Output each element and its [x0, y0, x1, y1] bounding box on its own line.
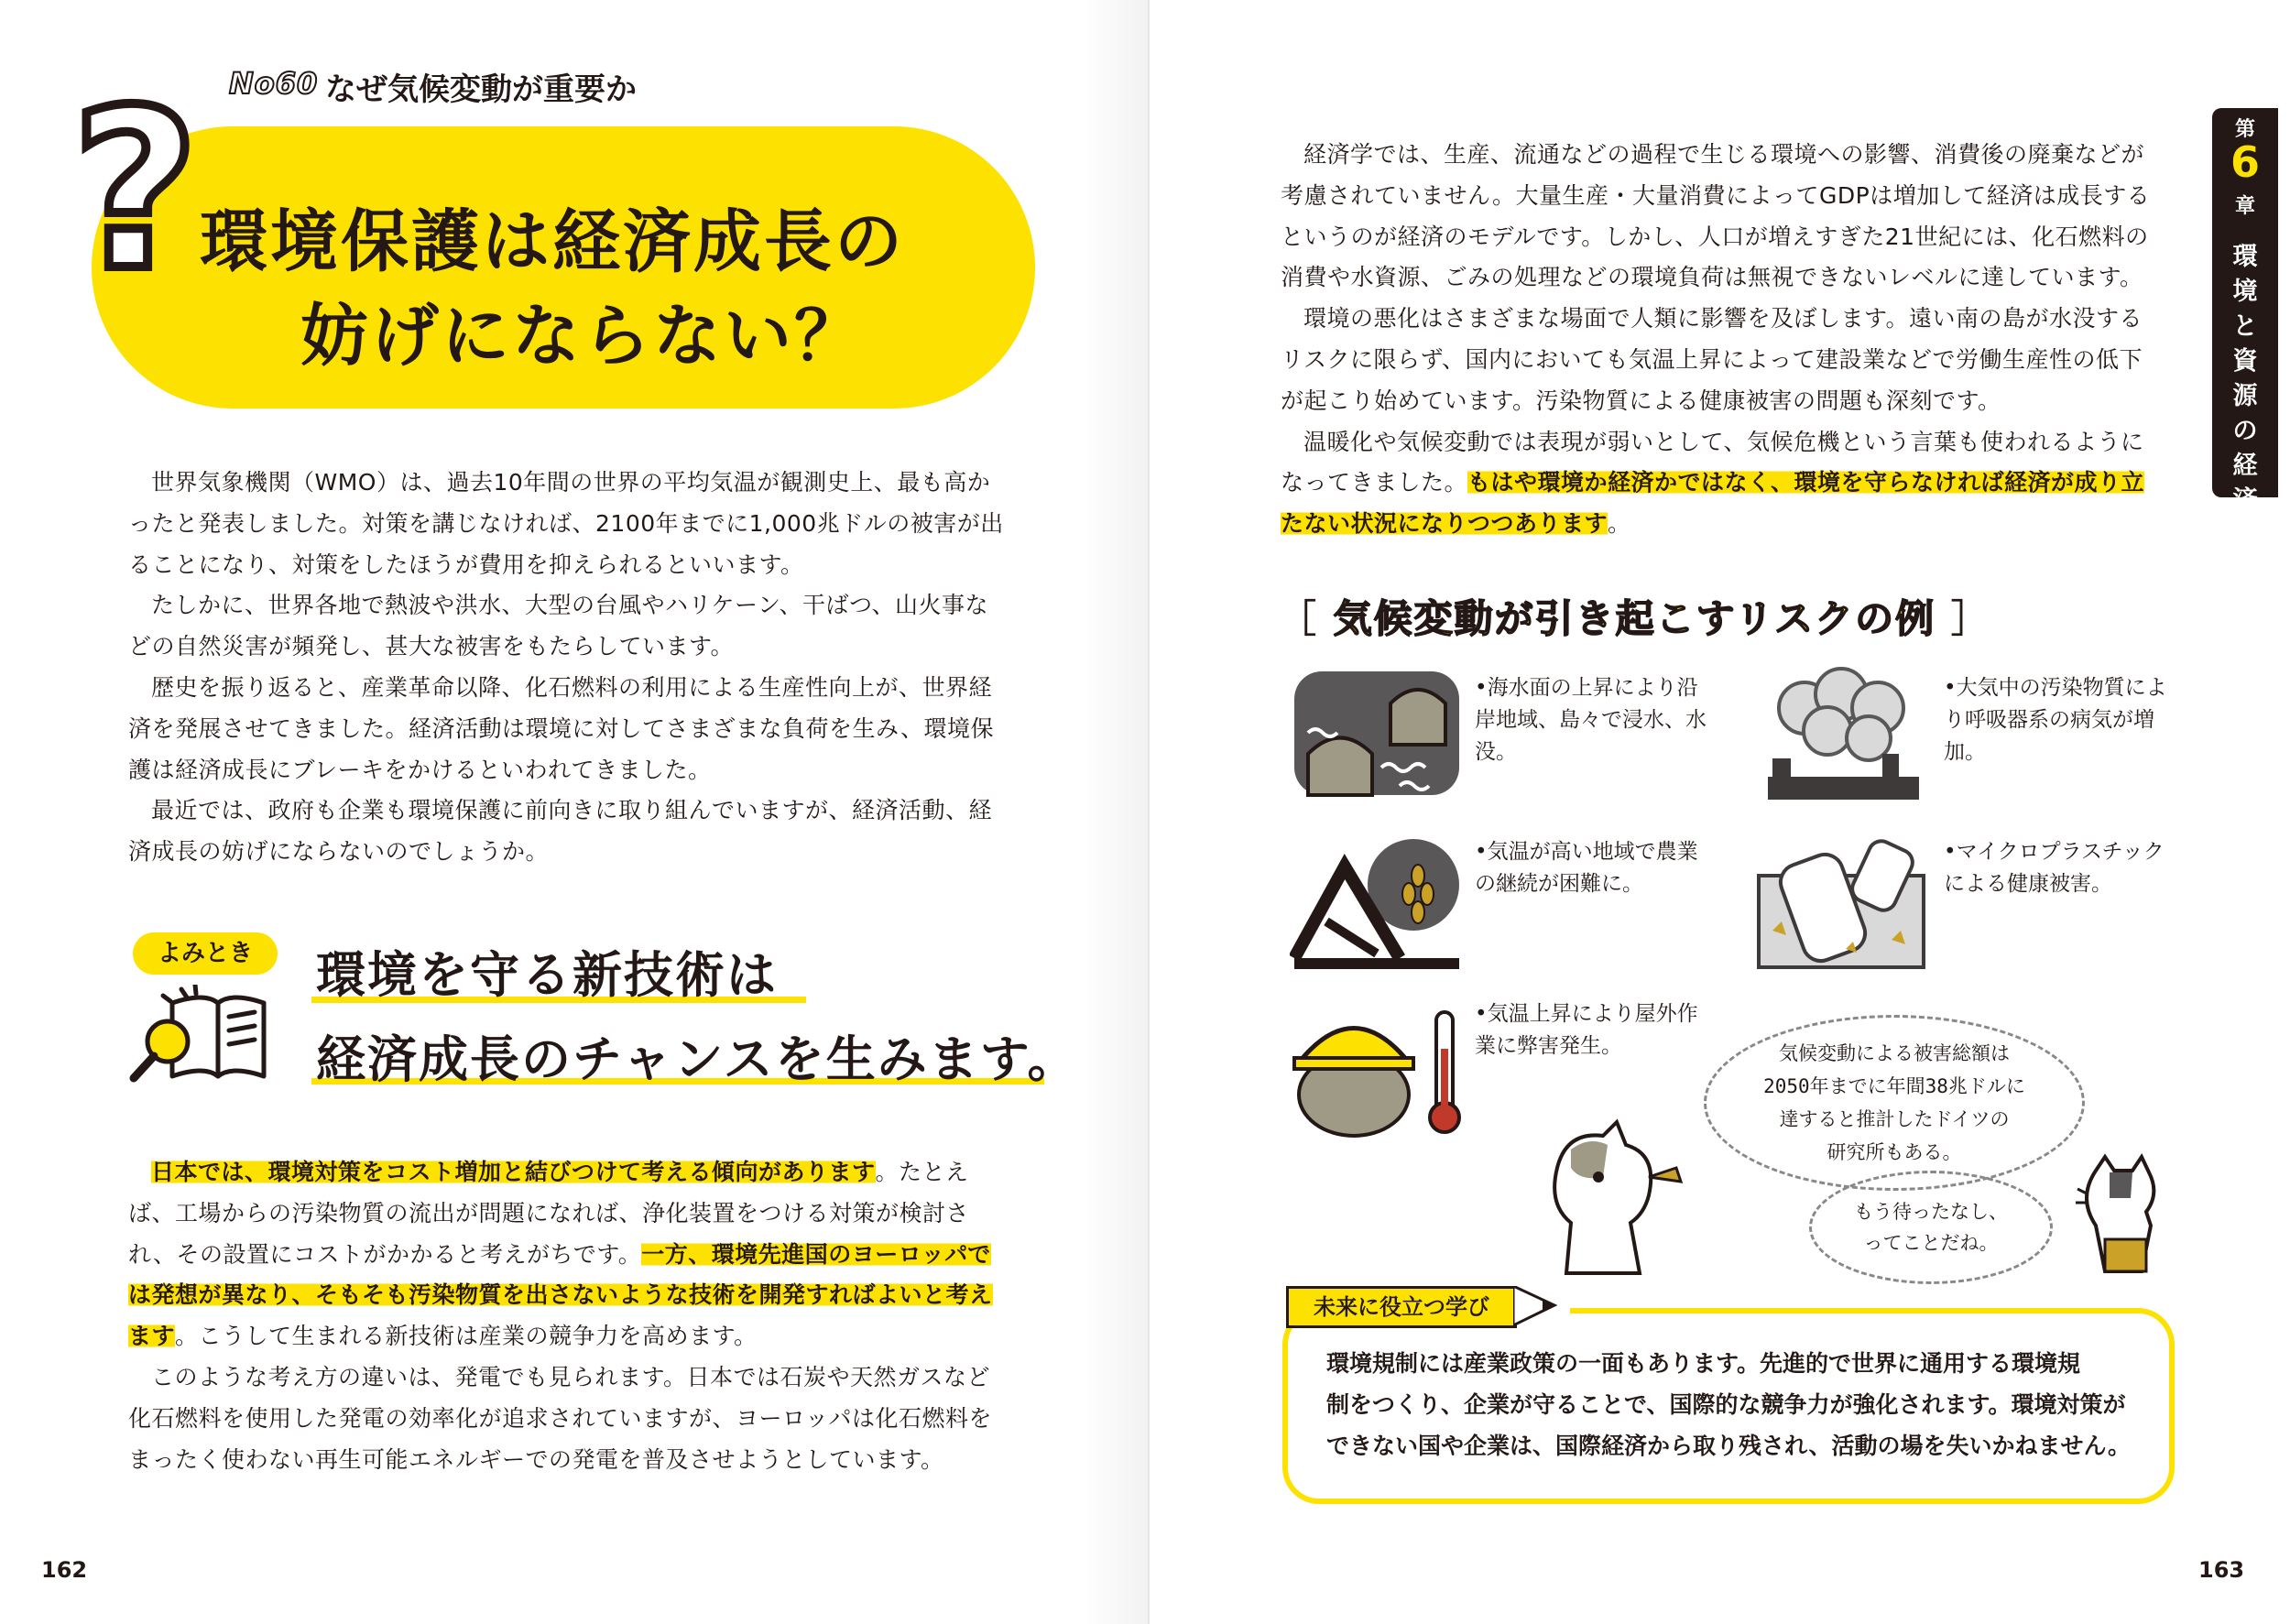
future-learning-text: [1326, 1343, 2132, 1466]
highlight: もはや環境か経済かではなく、環境を守らなければ経済が成り立たない状況になりつつあります: [1281, 469, 2145, 538]
bubble-line: もう待ったなし、: [1854, 1201, 2008, 1223]
risk-text: •海水面の上昇により沿岸地域、島々で浸水、水没。: [1475, 676, 1707, 764]
body-text-run: 。こうして生まれる新技術は産業の競争力を高めます。: [175, 1323, 758, 1350]
chapter-tab-dai: 第: [2234, 118, 2255, 141]
future-line: できない国や企業は、国際経済から取り残され、活動の場を失いかねません。: [1326, 1433, 2132, 1459]
body-text-run: 。たとえば、工場からの汚染物質の流出が問題になれば、浄化装置をつける対策が検討され、その設置にコストがかかると考えがちです。: [128, 1159, 970, 1268]
drought-crop-icon: [1290, 830, 1464, 972]
body-text: [128, 1152, 1009, 1480]
factory-smoke-icon: [1754, 667, 1928, 804]
bubble-line: 研究所もある。: [1827, 1141, 1962, 1163]
risk-item: [1475, 836, 1713, 900]
body-text-run: 温暖化や気候変動では表現が弱いとして、気候危機という言葉も使われるようになってきました。: [1281, 428, 2144, 496]
section-title: なぜ気候変動が重要か: [325, 71, 637, 108]
intro-paragraph: 歴史を振り返ると、産業革命以降、化石燃料の利用による生産性向上が、世界経済を発展させてきました。経済活動は環境に対してさまざまな負荷を生み、環境保護は経済成長にブレーキをかけるといわれてきました。: [128, 673, 995, 783]
book-magnifier-icon: [126, 985, 282, 1085]
body-paragraph: 経済学では、生産、流通などの過程で生じる環境への影響、消費後の廃棄などが考慮されていません。大量生産・大量消費によってGDPは増加して経済は成長するというのが経済のモデルです。しかし、人口が増えすぎた21世紀には、化石燃料の消費や水資源、ごみの処理などの環境負荷は無視できないレベルに達しています。: [1281, 141, 2151, 291]
cat-professor-icon: [1530, 1113, 1695, 1278]
chapter-name-glyph: 学: [2232, 521, 2258, 550]
bubble-line: 気候変動による被害総額は: [1778, 1042, 2010, 1064]
risk-text: •マイクロプラスチックによる健康被害。: [1944, 840, 2165, 896]
chapter-name-glyph: 環: [2232, 243, 2258, 271]
chapter-number: 6: [2230, 137, 2260, 187]
pencil-tip-icon: [1513, 1286, 1568, 1328]
body-paragraph: [128, 1152, 1009, 1357]
body-paragraph: このような考え方の違いは、発電でも見られます。日本では石炭や天然ガスなど化石燃料を使用した発電の効率化が追求されていますが、ヨーロッパは化石燃料をまったく使わない再生可能エネルギーでの発電を普及させようとしています。: [128, 1363, 993, 1473]
risk-heading: ［ 気候変動が引き起こすリスクの例 ］: [1278, 596, 1991, 641]
heat-worker-icon: [1290, 994, 1464, 1140]
risk-item: [1475, 998, 1713, 1063]
yomitoki-badge: よみとき: [133, 932, 278, 975]
page-number-left: 162: [41, 1557, 88, 1583]
chapter-name-glyph: 源: [2232, 382, 2258, 410]
chapter-name-glyph: 境: [2232, 278, 2258, 306]
risk-text: •気温上昇により屋外作業に弊害発生。: [1475, 1002, 1698, 1058]
risk-item: [1944, 672, 2182, 768]
risk-item: [1944, 836, 2182, 900]
speech-bubble-large: [1704, 1015, 2085, 1191]
intro-paragraph: たしかに、世界各地で熱波や洪水、大型の台風やハリケーン、干ばつ、山火事などの自然災害が頻発し、甚大な被害をもたらしています。: [128, 592, 989, 660]
risk-text: •大気中の汚染物質により呼吸器系の病気が増加。: [1944, 676, 2167, 764]
body-paragraph: [1281, 422, 2162, 545]
highlight: 一方、環境先進国のヨーロッパでは発想が異なり、そもそも汚染物質を出さないような技術を開発すればよいと考えます: [128, 1240, 993, 1350]
highlight: 日本では、環境対策をコスト増加と結びつけて考える傾向があります: [151, 1159, 876, 1185]
section-number: No60: [229, 66, 319, 101]
chapter-name-glyph: 済: [2232, 486, 2258, 515]
chapter-tab-sho: 章: [2234, 195, 2255, 218]
page-title-line-1: 環境保護は経済成長の: [200, 202, 905, 281]
book-gutter: [1148, 0, 1150, 1624]
yomitoki-heading-line-2: 経済成長のチャンスを生みます。: [316, 1030, 1079, 1088]
intro-paragraph: 最近では、政府も企業も環境保護に前向きに取り組んでいますが、経済活動、経済成長の妨げにならないのでしょうか。: [128, 797, 993, 866]
body-text-run: 。: [1608, 510, 1631, 538]
intro-text: [128, 463, 1009, 873]
bubble-line: ってことだね。: [1863, 1232, 1999, 1254]
chapter-name-glyph: 資: [2232, 347, 2258, 376]
right-body-text: [1281, 135, 2162, 545]
risk-text: •気温が高い地域で農業の継続が困難に。: [1475, 840, 1698, 896]
future-line: 環境規制には産業政策の一面もあります。先進的で世界に通用する環境規: [1326, 1350, 2081, 1377]
future-learning-label: 未来に役立つ学び: [1286, 1286, 1517, 1328]
gutter-shade: [1081, 0, 1148, 1624]
speech-bubble-small: [1809, 1171, 2053, 1284]
yomitoki-heading-line-1: 環境を守る新技術は: [316, 946, 778, 1004]
flooded-houses-icon: [1290, 667, 1464, 804]
body-paragraph: 環境の悪化はさまざまな場面で人類に影響を及ぼします。遠い南の島が水没するリスクに限らず、国内においても気温上昇によって建設業などで労働生産性の低下が起こり始めています。汚染物質による健康被害の問題も深刻です。: [1281, 305, 2143, 414]
plastic-bottle-icon: [1754, 830, 1928, 972]
question-mark-icon: ?: [71, 62, 200, 319]
page-number-right: 163: [2198, 1557, 2245, 1583]
risk-heading-text: 気候変動が引き起こすリスクの例: [1333, 596, 1936, 641]
intro-paragraph: 世界気象機関（WMO）は、過去10年間の世界の平均気温が観測史上、最も高かったと発表しました。対策を講じなければ、2100年までに1,000兆ドルの被害が出ることになり、対策をしたほうが費用を抑えられるといいます。: [128, 469, 1004, 578]
chapter-name-glyph: の: [2232, 417, 2258, 445]
bubble-line: 2050年までに年間38兆ドルに: [1763, 1075, 2025, 1097]
cat-companion-icon: [2059, 1152, 2187, 1281]
page-title-line-2: 妨げにならない？: [300, 297, 865, 376]
risk-item: [1475, 672, 1713, 768]
chapter-name-glyph: と: [2232, 312, 2258, 341]
chapter-name: [2212, 240, 2278, 553]
future-line: 制をつくり、企業が守ることで、国際的な競争力が強化されます。環境対策が: [1326, 1391, 2126, 1418]
chapter-name-glyph: 経: [2232, 452, 2258, 480]
bubble-line: 達すると推計したドイツの: [1779, 1108, 2010, 1130]
